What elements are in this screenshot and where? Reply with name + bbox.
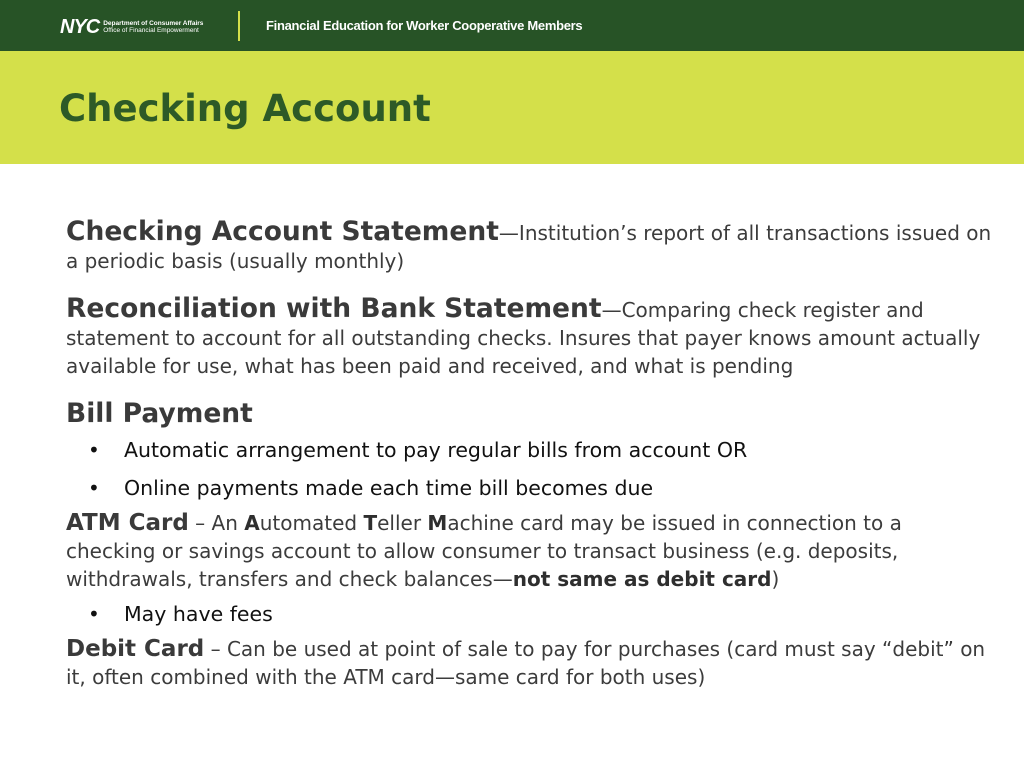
atm-emphasis: not same as debit card (512, 567, 772, 591)
atm-sep: – An (188, 511, 245, 535)
nyc-logo-mark: NYC (60, 16, 100, 38)
bill-payment-term: Bill Payment (66, 398, 253, 429)
atm-letter-a: A (244, 511, 260, 535)
atm-utomated: utomated (259, 511, 364, 535)
bullet-text: Automatic arrangement to pay regular bills from account OR (124, 438, 748, 462)
reconciliation-term: Reconciliation with Bank Statement (66, 293, 602, 324)
statement-entry (66, 218, 996, 275)
atm-entry (66, 509, 996, 593)
atm-definition: achine card may be issued in connection to a checking or savings account to allow consumer to transact business (e.g. deposits, withdrawals, transfers and check balances— (66, 511, 902, 591)
list-item (66, 595, 996, 633)
agency-name (103, 20, 203, 34)
reconciliation-entry (66, 295, 996, 380)
bill-payment-entry (66, 400, 996, 429)
slide-content (66, 218, 996, 691)
atm-eller: eller (377, 511, 428, 535)
statement-definition: —Institution’s report of all transactions issued on a periodic basis (usually monthly) (66, 221, 992, 273)
list-item (66, 469, 996, 507)
atm-close: ) (771, 567, 780, 591)
bill-payment-bullets (66, 431, 996, 507)
reconciliation-definition: —Comparing check register and statement to account for all outstanding checks. Insures that payer knows amount actually available for use, what has been paid and received, and what is pending (66, 298, 981, 378)
header-divider (238, 11, 240, 41)
agency-line-2: Office of Financial Empowerment (103, 27, 199, 34)
atm-letter-t: T (363, 511, 378, 535)
debit-entry (66, 635, 996, 691)
header-bar (0, 0, 1024, 51)
statement-term: Checking Account Statement (66, 216, 499, 247)
atm-bullets (66, 595, 996, 633)
atm-letter-m: M (427, 511, 448, 535)
bullet-text: May have fees (124, 602, 273, 626)
atm-term: ATM Card (66, 510, 189, 536)
debit-definition: – Can be used at point of sale to pay for purchases (card must say “debit” on it, often combined with the ATM card—same card for both uses) (66, 637, 986, 689)
list-item (66, 431, 996, 469)
bullet-icon: • (88, 602, 100, 626)
bullet-icon: • (88, 476, 100, 500)
bullet-icon: • (88, 438, 100, 462)
debit-term: Debit Card (66, 636, 205, 662)
bullet-text: Online payments made each time bill becomes due (124, 476, 654, 500)
program-title: Financial Education for Worker Cooperative Members (266, 18, 583, 33)
agency-line-1: Department of Consumer Affairs (103, 20, 204, 27)
slide-title: Checking Account (59, 87, 431, 130)
nyc-logo (60, 16, 203, 38)
